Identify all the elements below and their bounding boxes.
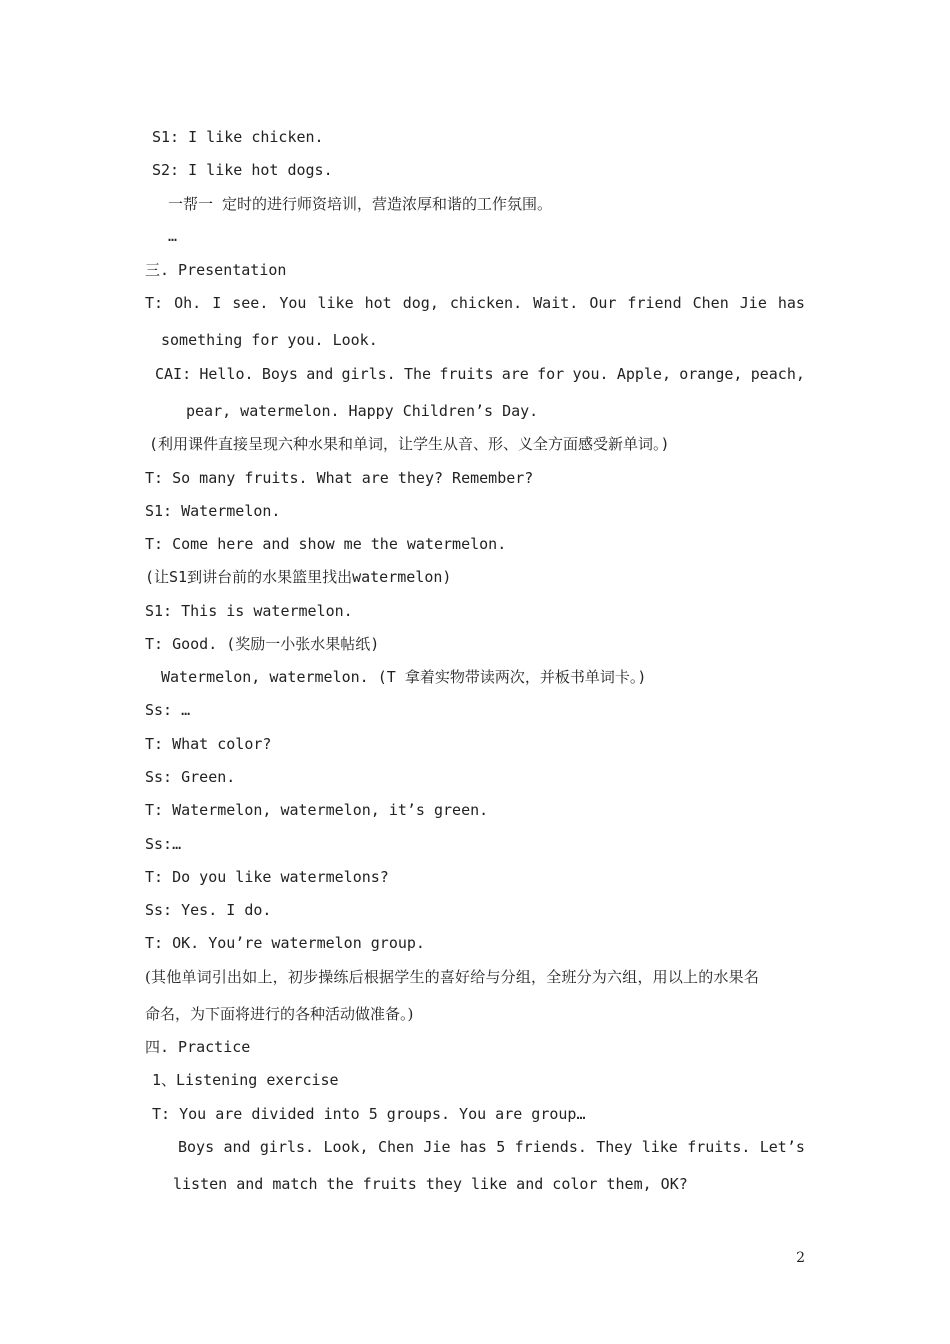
text-line: Ss: … <box>145 701 191 719</box>
text-line: 1、Listening exercise <box>152 1071 339 1089</box>
page-number: 2 <box>796 1250 805 1266</box>
text-line: T: Oh. I see. You like hot dog, chicken. Wait. Our friend Chen Jie has <box>145 294 805 312</box>
text-line: (让S1到讲台前的水果篮里找出watermelon) <box>145 568 452 586</box>
text-line: Watermelon, watermelon. (T 拿着实物带读两次，并板书单词卡。) <box>161 668 647 686</box>
text-line: Ss: Yes. I do. <box>145 901 272 919</box>
section-heading: 三. Presentation <box>145 261 287 279</box>
text-line: something for you. Look. <box>161 331 378 349</box>
text-line: Ss: Green. <box>145 768 236 786</box>
text-line: S2: I like hot dogs. <box>152 161 333 179</box>
text-line: T: You are divided into 5 groups. You are group… <box>152 1105 586 1123</box>
text-line: (其他单词引出如上，初步操练后根据学生的喜好给与分组，全班分为六组，用以上的水果名 <box>145 968 760 986</box>
text-line: listen and match the fruits they like and color them, OK? <box>173 1175 688 1193</box>
text-line: T: OK. You’re watermelon group. <box>145 934 425 952</box>
text-line: (利用课件直接呈现六种水果和单词，让学生从音、形、义全方面感受新单词。) <box>149 435 670 453</box>
text-line: CAI: Hello. Boys and girls. The fruits are for you. Apple, orange, peach, <box>155 365 805 383</box>
text-line: … <box>168 227 178 245</box>
text-line: T: Come here and show me the watermelon. <box>145 535 507 553</box>
text-line: T: What color? <box>145 735 272 753</box>
text-line: Boys and girls. Look, Chen Jie has 5 friends. They like fruits. Let’s <box>178 1138 805 1156</box>
text-line: 命名，为下面将进行的各种活动做准备。) <box>145 1005 414 1023</box>
text-line: Ss:… <box>145 835 182 853</box>
text-line: 一帮一 定时的进行师资培训，营造浓厚和谐的工作氛围。 <box>168 195 553 213</box>
section-heading: 四. Practice <box>145 1038 251 1056</box>
text-line: S1: Watermelon. <box>145 502 281 520</box>
text-line: T: Good. (奖励一小张水果帖纸) <box>145 635 380 653</box>
text-line: S1: I like chicken. <box>152 128 324 146</box>
text-line: S1: This is watermelon. <box>145 602 353 620</box>
text-line: pear, watermelon. Happy Children’s Day. <box>186 402 539 420</box>
text-line: T: Do you like watermelons? <box>145 868 389 886</box>
text-line: T: Watermelon, watermelon, it’s green. <box>145 801 489 819</box>
text-line: T: So many fruits. What are they? Remember? <box>145 469 534 487</box>
